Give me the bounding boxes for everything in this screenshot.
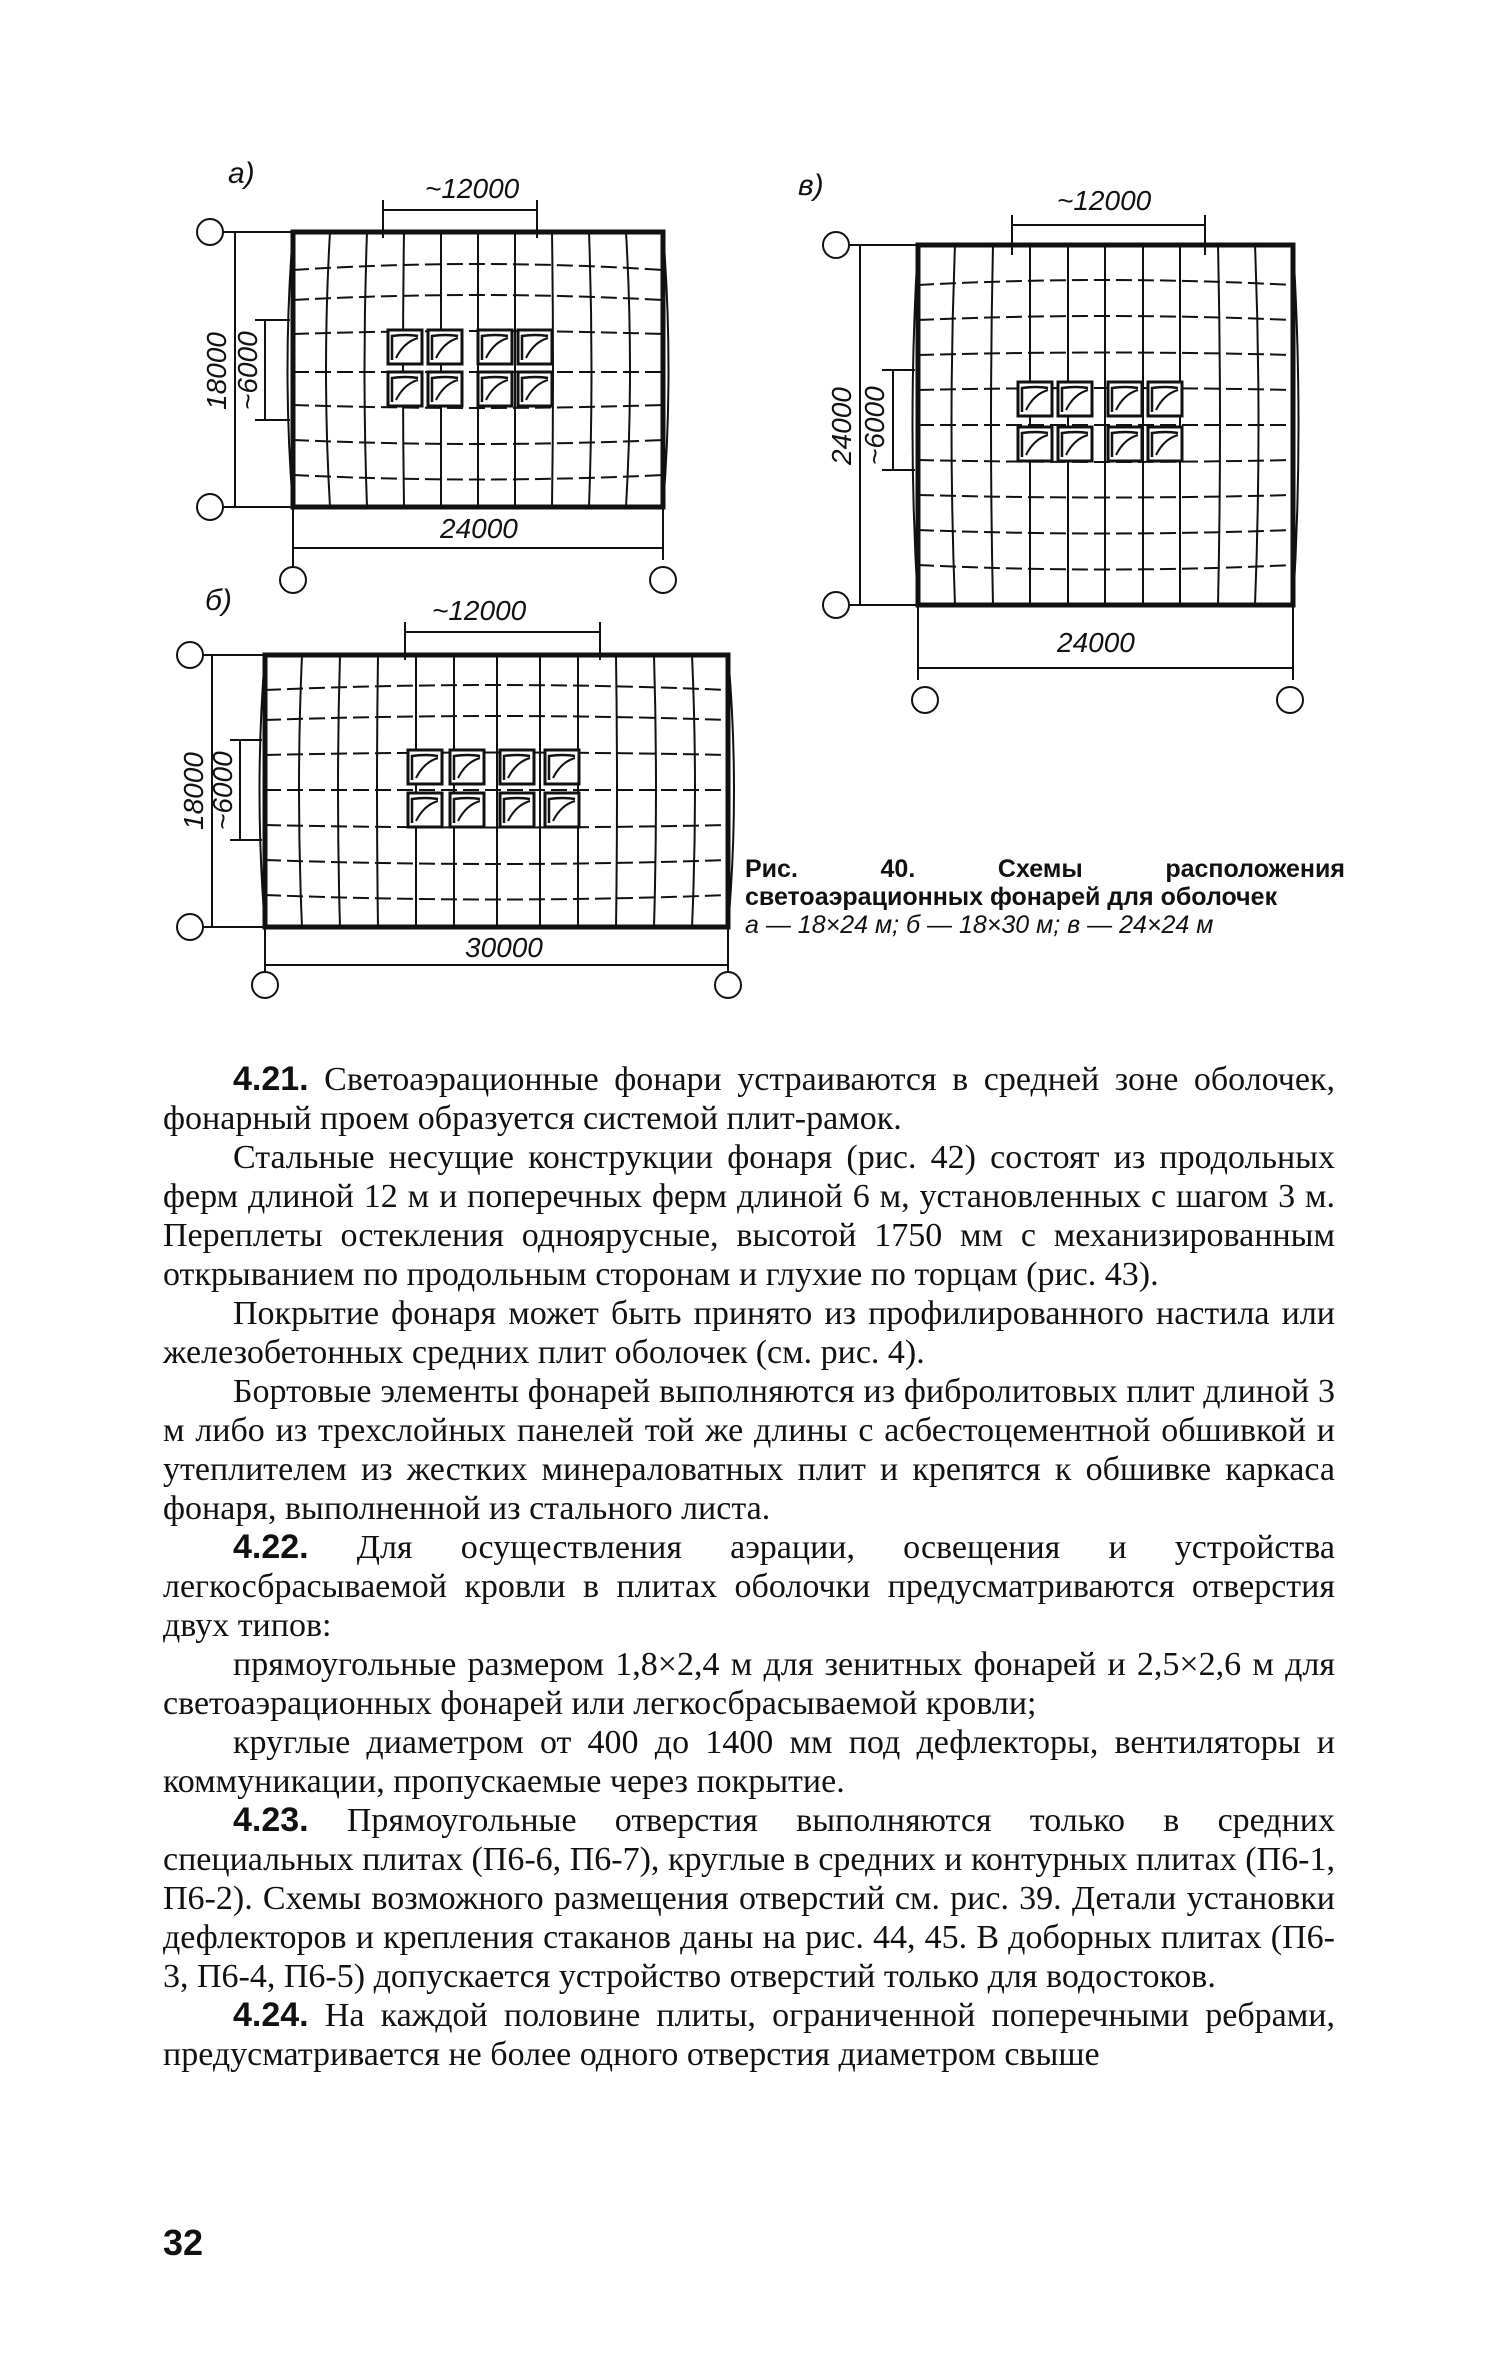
paragraph: 4.22. Для осуществления аэрации, освещения и устройства легкосбрасываемой кровли в плитах оболочки предусматриваются отверстия двух типов: (163, 1528, 1335, 1644)
paragraph: 4.24. На каждой половине плиты, ограниченной поперечными ребрами, предусматривается не более одного отверстия диаметром свыше (163, 1996, 1335, 2073)
panel-a (197, 157, 676, 593)
body-text (163, 1060, 1335, 2074)
panel-a-dim-left-outer: 18000 (201, 332, 232, 410)
page-number: 32 (163, 2222, 204, 2263)
panel-b-label: б) (205, 584, 232, 617)
panel-a-dim-left-inner: ~6000 (232, 331, 263, 410)
panel-c-dim-left-inner: ~6000 (859, 386, 890, 465)
caption-legend: а — 18×24 м; б — 18×30 м; в — 24×24 м (745, 911, 1214, 939)
paragraph: прямоугольные размером 1,8×2,4 м для зенитных фонарей и 2,5×2,6 м для светоаэрационных фонарей или легкосбрасываемой кровли; (163, 1646, 1335, 1722)
panel-b-dim-bottom: 30000 (465, 932, 543, 963)
panel-c-dim-left-outer: 24000 (826, 387, 857, 465)
panel-c-label: в) (798, 169, 824, 202)
paragraph: круглые диаметром от 400 до 1400 мм под дефлекторы, вентиляторы и коммуникации, пропускаемые через покрытие. (163, 1724, 1335, 1800)
panel-a-label: а) (228, 157, 255, 190)
caption-title: Рис. 40. Схемы расположения светоаэрационных фонарей для оболочек (745, 855, 1345, 911)
panel-c (798, 169, 1303, 713)
panel-b-dim-left-outer: 18000 (178, 752, 209, 830)
paragraph: 4.23. Прямоугольные отверстия выполняются только в средних специальных плитах (П6-6, П6-7), круглые в средних и контурных плитах (П6-1, П6-2). Схемы возможного размещения отверстий см. рис. 39. Детали установки дефлекторов и крепления стаканов даны на рис. 44, 45. В доборных плитах (П6-3, П6-4, П6-5) допускается устройство отверстий только для водостоков. (163, 1801, 1335, 1995)
paragraph: 4.21. Светоаэрационные фонари устраиваются в средней зоне оболочек, фонарный проем образуется системой плит-рамок. (163, 1060, 1335, 1137)
panel-c-dim-bottom: 24000 (1057, 627, 1135, 658)
panel-a-dim-top: ~12000 (425, 173, 520, 204)
panel-b-dim-top: ~12000 (432, 595, 527, 626)
panel-c-dim-top: ~12000 (1057, 185, 1152, 216)
paragraph: Покрытие фонаря может быть принято из профилированного настила или железобетонных средних плит оболочек (см. рис. 4). (163, 1295, 1335, 1371)
figure-caption (745, 855, 1345, 939)
panel-a-dim-bottom: 24000 (440, 513, 518, 544)
panel-b (177, 584, 741, 998)
paragraph: Бортовые элементы фонарей выполняются из фибролитовых плит длиной 3 м либо из трехслойных панелей той же длины с асбестоцементной обшивкой и утеплителем из жестких минераловатных плит и крепятся к обшивке каркаса фонаря, выполненной из стального листа. (163, 1373, 1335, 1527)
panel-b-dim-left-inner: ~6000 (207, 751, 238, 830)
paragraph: Стальные несущие конструкции фонаря (рис. 42) состоят из продольных ферм длиной 12 м и поперечных ферм длиной 6 м, установленных с шагом 3 м. Переплеты остекления одноярусные, высотой 1750 мм с механизированным открыванием по продольным сторонам и глухие по торцам (рис. 43). (163, 1139, 1335, 1293)
